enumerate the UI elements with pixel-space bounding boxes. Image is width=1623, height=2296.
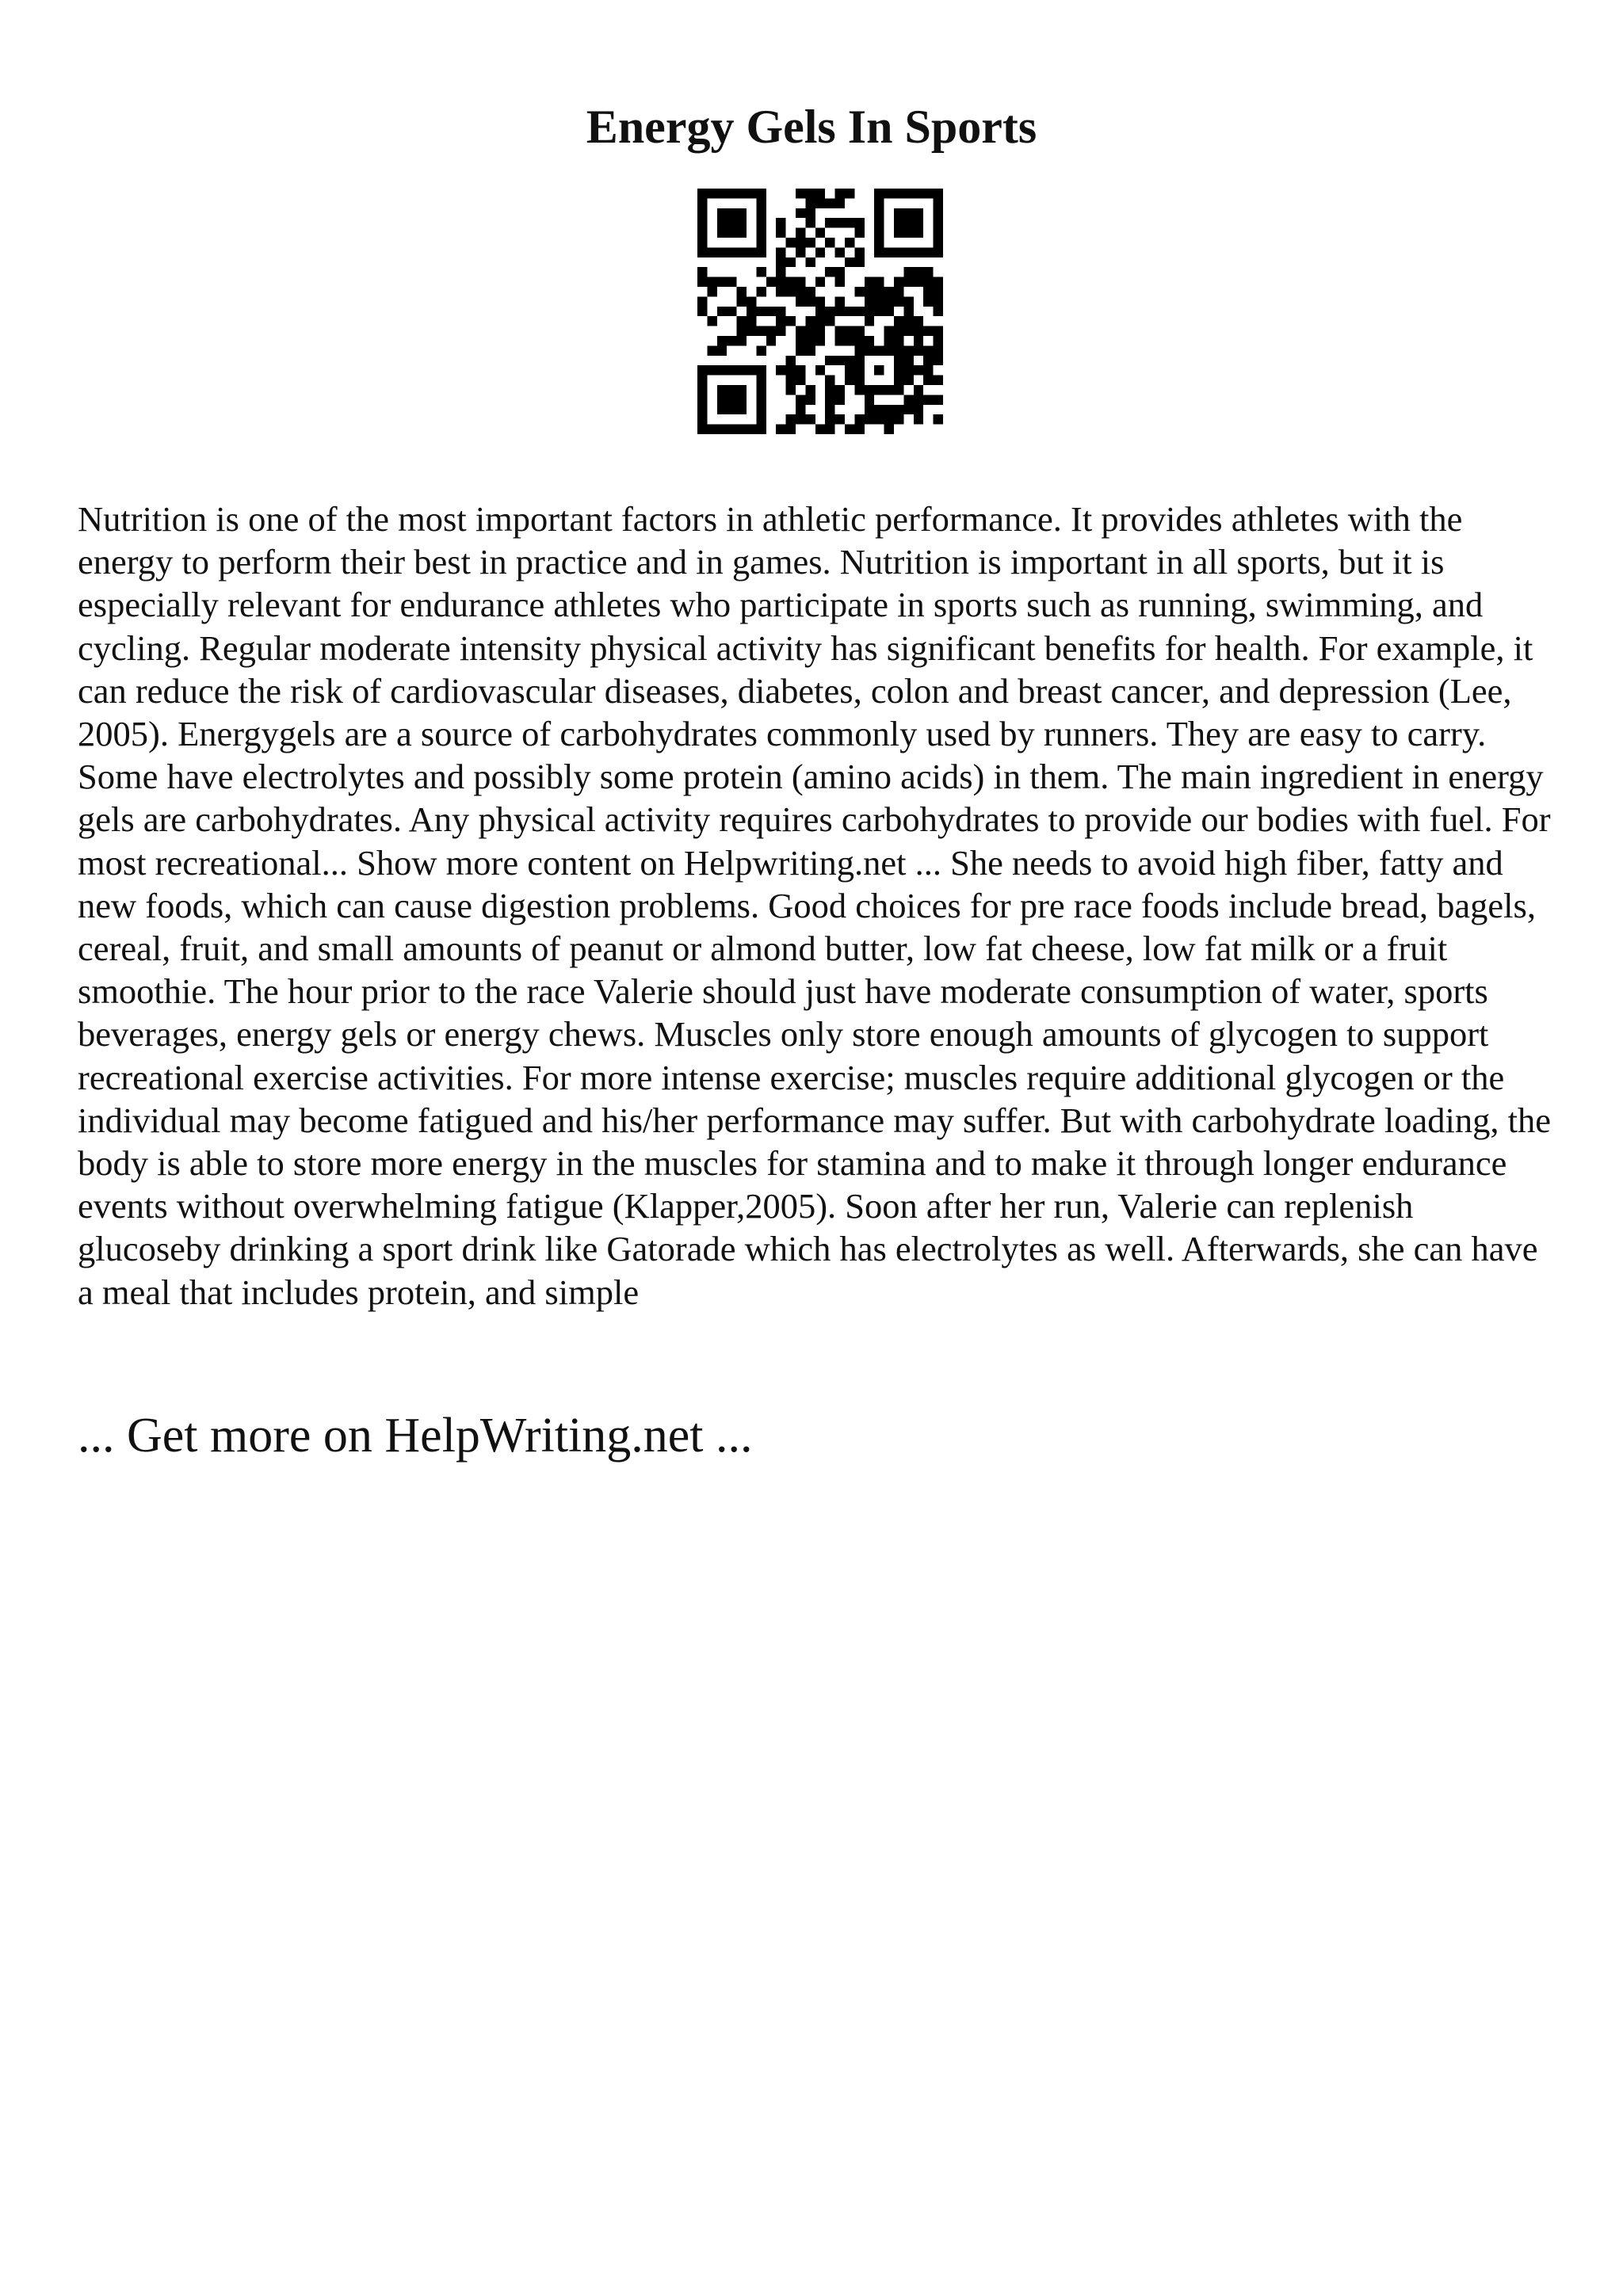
get-more-link[interactable]: ... Get more on HelpWriting.net ... <box>78 1409 753 1463</box>
document-title: Energy Gels In Sports <box>586 101 1037 153</box>
qr-code-icon <box>697 189 943 434</box>
body-paragraph: Nutrition is one of the most important factors in athletic performance. It provides athletes with the energy to perform their best in practice and in games. Nutrition is important in all sports, but it is especially relevant for endurance athletes who participate in sports such as running, swimming, and cycling. Regular moderate intensity physical activity has significant benefits for health. For example, it can reduce the risk of cardiovascular diseases, diabetes, colon and breast cancer, and depression (Lee, 2005). Energygels are a source of carbohydrates commonly used by runners. They are easy to carry. Some have electrolytes and possibly some protein (amino acids) in them. The main ingredient in energy gels are carbohydrates. Any physical activity requires carbohydrates to provide our bodies with fuel. For most recreational... Show more content on Helpwriting.net ... She needs to avoid high fiber, fatty and new foods, which can cause digestion problems. Good choices for pre race foods include bread, bagels, cereal, fruit, and small amounts of peanut or almond butter, low fat cheese, low fat milk or a fruit smoothie. The hour prior to the race Valerie should just have moderate consumption of water, sports beverages, energy gels or energy chews. Muscles only store enough amounts of glycogen to support recreational exercise activities. For more intense exercise; muscles require additional glycogen or the individual may become fatigued and his/her performance may suffer. But with carbohydrate loading, the body is able to store more energy in the muscles for stamina and to make it through longer endurance events without overwhelming fatigue (Klapper,2005). Soon after her run, Valerie can replenish glucoseby drinking a sport drink like Gatorade which has electrolytes as well. Afterwards, she can have a meal that includes protein, and simple <box>78 499 1551 1312</box>
